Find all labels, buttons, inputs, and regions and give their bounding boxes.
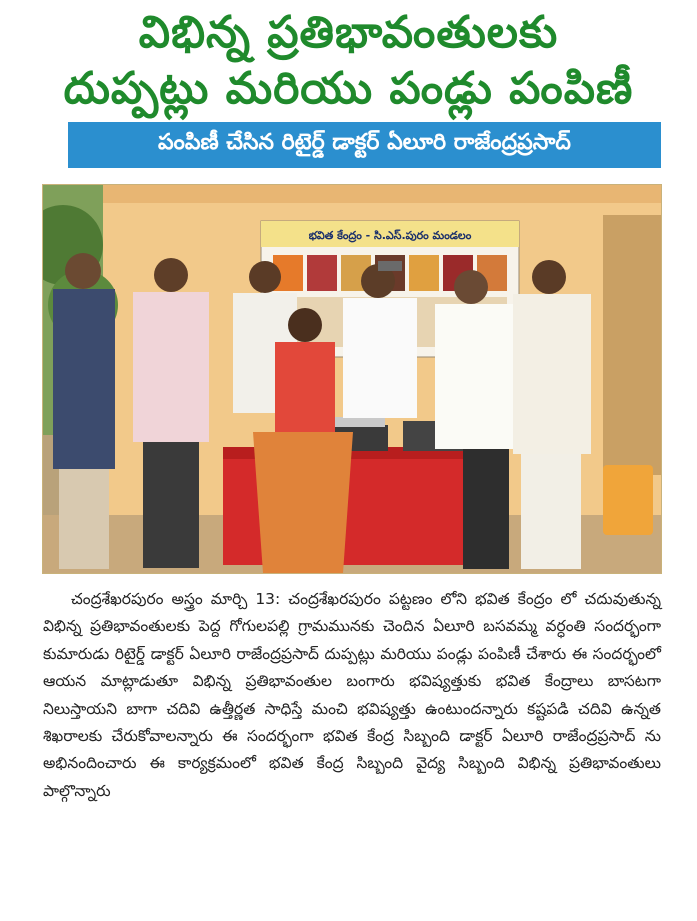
headline-line-1: విభిన్న ప్రతిభావంతులకు <box>138 7 559 58</box>
article-body: చంద్రశేఖరపురం అస్త్రం మార్చి 13: చంద్రశేఖరపురం పట్టణం లోని భవిత కేంద్రం లో చదువుతున్న విభిన్న ప్రతిభావంతులకు పెద్ద గోగులపల్లి గ్రామమునకు చెందిన ఏలూరి బసవమ్మ వర్ధంతి సందర్భంగా కుమారుడు రిటైర్డ్ డాక్టర్ ఏలూరి రాజేంద్రప్రసాద్ దుప్పట్లు మరియు పండ్లు పంపిణీ చేశారు ఈ సందర్భంలో ఆయన మాట్లాడుతూ విభిన్న ప్రతిభావంతుల బంగారు భవిష్యత్తుకు భవిత కేంద్రాలు బాసటగా నిలుస్తాయని బాగా చదివి ఉత్తీర్ణత సాధిస్తే మంచి భవిష్యత్తు ఉంటుందన్నారు కష్టపడి చదివి ఉన్నత శిఖరాలకు చేరుకోవాలన్నారు ఈ సందర్భంగా భవిత కేంద్ర సిబ్బంది డాక్టర్ ఏలూరి రాజేంద్రప్రసాద్ ను అభినందించారు ఈ కార్యక్రమంలో భవిత కేంద్ర సిబ్బంది వైద్య సిబ్బంది విభిన్న ప్రతిభావంతులు పాల్గొన్నారు <box>43 590 661 800</box>
news-photo <box>42 184 662 574</box>
banner-title: భవిత కేంద్రం - సి.ఎస్.పురం మండలం <box>308 229 472 242</box>
subheadline-text: పంపిణీ చేసిన రిటైర్డ్ డాక్టర్ ఏలూరి రాజేంద్రప్రసాద్ <box>158 130 571 155</box>
photo-illustration <box>43 185 661 573</box>
headline-line-2: దుప్పట్లు మరియు పండ్లు పంపిణీ <box>63 63 634 114</box>
subheadline-bar <box>68 122 661 168</box>
